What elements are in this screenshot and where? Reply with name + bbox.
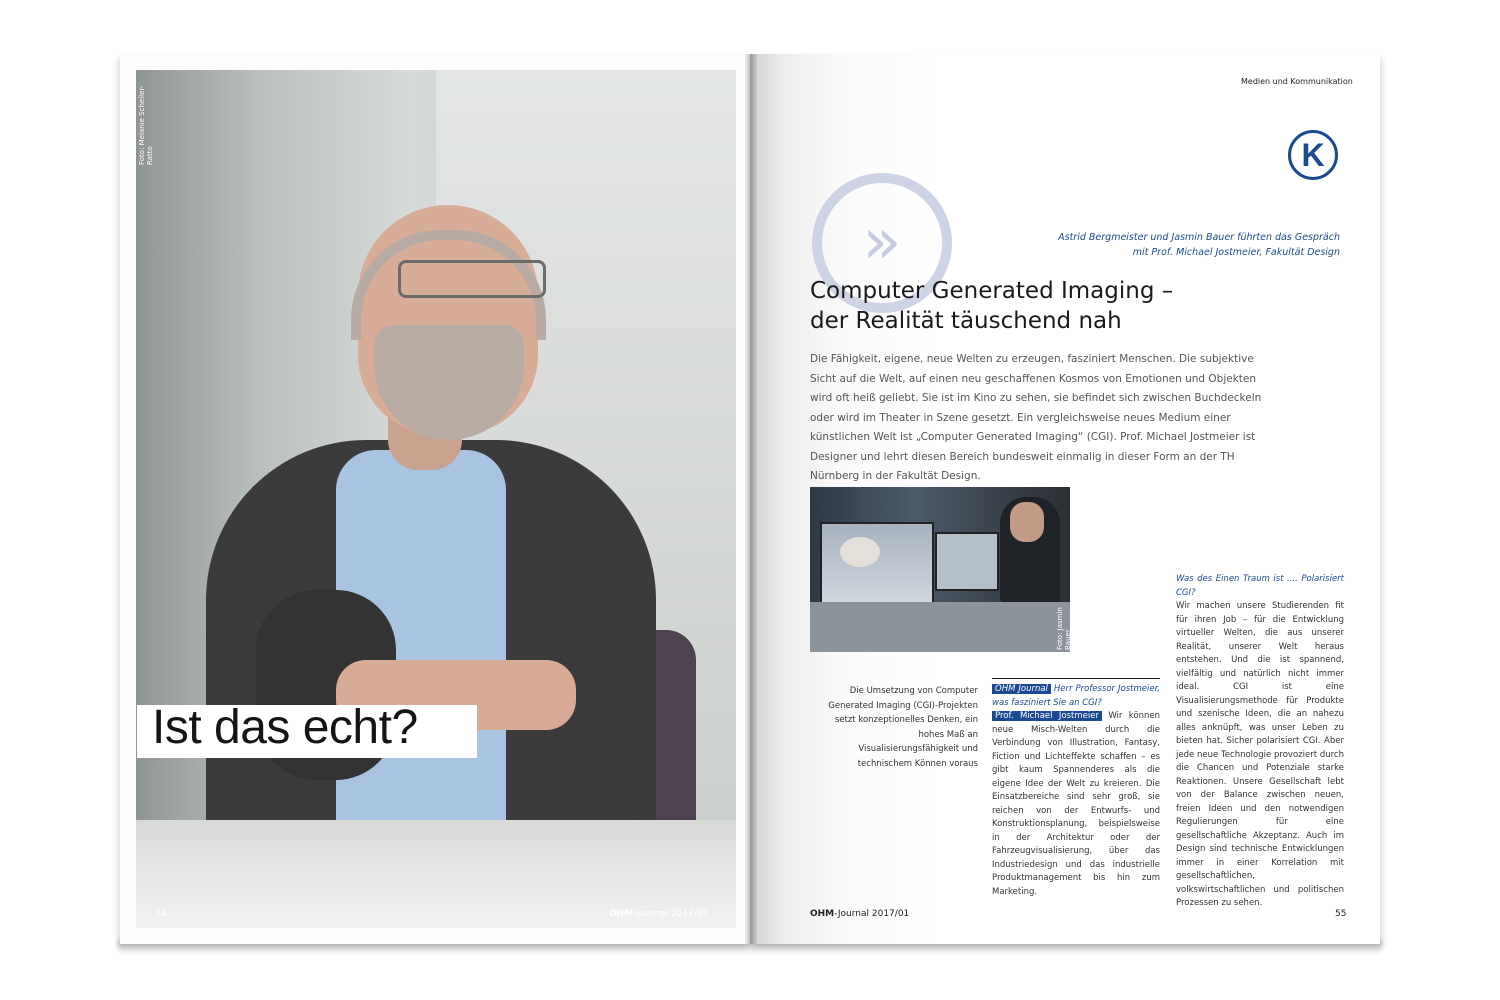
section-label: Medien und Kommunikation [1241, 77, 1353, 86]
tag-ohm-journal: OHM Journal [992, 684, 1051, 694]
question-2: Was des Einen Traum ist .... Polarisiert CGI? [1176, 574, 1344, 598]
answer-1: Wir können neue Misch-Welten durch die Verbindung von Illustration, Fantasy, Fiction und Lichteffekte schaffen – es gibt kaum Spannenderes als die eigene Idee der Welt zu kreieren. Die Einsatzbereiche sind sehr groß, sie reichen von der Entwurfs- und Konstruktionsplanung, beispielsweise in der Architektur oder der Fahrzeugvisualisierung, über das Industriedesign und das industrielle Produktmanagement bis hin zum Marketing. [992, 711, 1160, 897]
article-title: Computer Generated Imaging – der Realität täuschend nah [810, 278, 1174, 334]
page-number-right: 55 [1335, 909, 1347, 919]
magazine-gutter [745, 54, 757, 944]
portrait-photo [136, 70, 736, 928]
journal-footer-right: OHM-Journal 2017/01 [810, 909, 910, 919]
photo-credit-right: Foto: Jasmin Bauer [1056, 607, 1072, 650]
photo-caption: Die Umsetzung von Computer Generated Imaging (CGI)-Projekten setzt konzeptionelles Denken, ein hohes Maß an Visualisierungsfähigkeit und technischem Können voraus [828, 686, 978, 769]
workstation-photo [810, 487, 1070, 652]
column-rule [992, 678, 1160, 679]
interview-column-2 [1176, 573, 1344, 911]
journal-footer-left: OHM-Journal 2017/01 [609, 909, 709, 919]
interview-column-1 [992, 678, 1160, 899]
k-badge-icon: K [1288, 130, 1338, 180]
headline: Ist das echt? [152, 701, 418, 754]
question-1: Herr Professor Jostmeier, was fasziniert Sie an CGI? [992, 684, 1160, 708]
fast-forward-icon: » [812, 173, 952, 313]
interviewers: Astrid Bergmeister und Jasmin Bauer führten das Gespräch mit Prof. Michael Jostmeier, Fakultät Design [1058, 232, 1340, 258]
tag-professor: Prof. Michael Jostmeier [992, 711, 1102, 721]
photo-credit-left: Foto: Melanie Scheiler-Ratto [138, 85, 154, 165]
page-number-left: 54 [155, 909, 167, 919]
answer-2: Wir machen unsere Studierenden fit für ihren Job – für die Entwicklung virtueller Welten, die aus unserer Realität, unserer Welt heraus entstehen. Und die ist spannend, vielfältig und natürlich nicht immer ideal. CGI ist eine Visualisierungsmethode für Produkte und szenische Ideen, die an nahezu alles anknüpft, was unser Leben zu bieten hat. Sicher polarisiert CGI. Aber jede neue Technologie provoziert durch die Chancen und Potenziale starke Reaktionen. Unsere Gesellschaft lebt von der Balance zwischen neuen, freien Ideen und den notwendigen Regulierungen für eine gesellschaftliche Akzeptanz. Auch im Design sind technische Entwicklungen immer in einer Korrelation mit gesellschaftlichen, volkswirtschaftlichen und politischen Prozessen zu sehen. [1176, 601, 1344, 908]
glasses [398, 260, 546, 298]
lead-paragraph: Die Fähigkeit, eigene, neue Welten zu erzeugen, fasziniert Menschen. Die subjektive Sicht auf die Welt, auf einen neu geschaffenen Kosmos von Emotionen und Objekten wird oft heiß geliebt. Sie ist im Kino zu sehen, sie befindet sich zwischen Buchdeckeln oder wird im Theater in Szene gesetzt. Ein vergleichsweise neues Medium einer künstlichen Welt ist „Computer Generated Imaging“ (CGI). Prof. Michael Jostmeier ist Designer und lehrt diesen Bereich bundesweit einmalig in dieser Form an der TH Nürnberg in der Fakultät Design. [810, 353, 1262, 482]
